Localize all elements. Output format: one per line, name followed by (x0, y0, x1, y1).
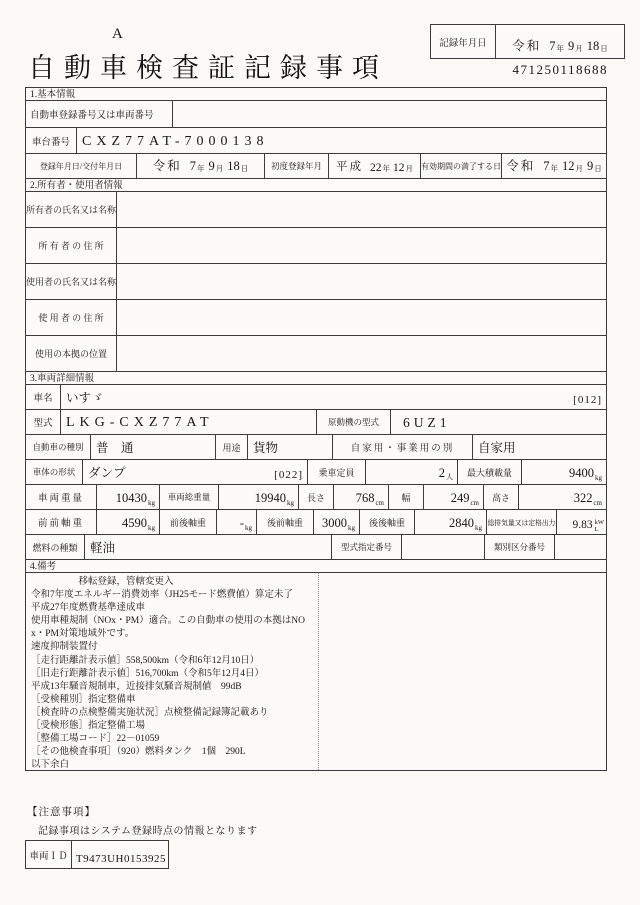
registration-date-value: 令和 7 年 9 月 18 日 (136, 154, 264, 178)
model-row (25, 409, 607, 435)
section3-heading: 3.車両詳細情報 (25, 371, 607, 385)
remark-line: ［旧走行距離計表示値］516,700km（令和5年12月4日） (31, 668, 265, 679)
era-text: 令和 (512, 39, 542, 53)
remark-line: 速度抑制装置付 (31, 642, 98, 653)
category-value: 普 通 (90, 435, 215, 459)
remark-line: 平成27年度燃費基準達成車 (31, 603, 146, 614)
axle-fr-value: - (239, 516, 244, 530)
displacement-units: kW L (594, 519, 604, 533)
record-date-label: 記録年月日 (431, 25, 496, 58)
section4-heading: 4.備考 (25, 559, 607, 573)
remark-line: 以下余白 (31, 760, 70, 771)
gross-weight-value: 19940 (254, 491, 286, 505)
remark-line: ［受検種別］指定整備車 (31, 694, 136, 705)
car-name-code: [012] (573, 394, 602, 406)
car-name-row (25, 384, 607, 410)
remark-line: ［走行距離計表示値］558,500km（令和6年12月10日） (31, 655, 260, 666)
fuel-row (25, 534, 607, 560)
length-label: 長さ (298, 485, 333, 509)
capacity-value: 2 (438, 466, 445, 480)
remark-line: ［受検形態］指定整備工場 (31, 721, 146, 732)
chassis-number-value: CXZ77AT-7000138 (76, 128, 606, 153)
body-shape-code: [022] (274, 469, 303, 481)
axle-rf-label: 後前軸重 (256, 510, 313, 534)
owner-address-value (116, 228, 606, 263)
engine-model-label: 原動機の型式 (316, 410, 390, 434)
axle-ff-value: 4590 (122, 516, 147, 530)
body-shape-label: 車体の形状 (32, 467, 76, 477)
vehicle-weight-value: 10430 (115, 491, 147, 505)
use-label: 用途 (215, 435, 247, 459)
body-shape-value: ダンプ (88, 466, 126, 480)
type-approval-label: 型式指定番号 (331, 535, 401, 559)
user-name-row (25, 263, 607, 300)
car-name-value: いすゞ (66, 391, 104, 405)
user-address-row (25, 299, 607, 336)
chassis-number-label: 車台番号 (31, 137, 70, 148)
registration-date-label: 登録年月日/交付年月日 (39, 161, 123, 171)
user-name-label: 使用者の氏名又は名称 (26, 277, 117, 287)
fuel-label: 燃料の種類 (32, 542, 78, 553)
remark-line: 平成13年騒音規制車，近接排気騒音規制値 99dB (31, 681, 242, 692)
ownership-value: 自家用 (472, 435, 606, 459)
chassis-number-row (25, 127, 607, 154)
owner-address-row (25, 227, 607, 264)
remarks-divider (318, 573, 319, 770)
dates-row (25, 153, 607, 179)
remark-line: ［検査時の点検整備実施状況］点検整備記録簿記載あり (31, 707, 269, 718)
axle-ff-label: 前前軸重 (37, 519, 84, 529)
car-name-label: 車名 (33, 394, 53, 404)
length-value: 768 (355, 491, 375, 505)
document-number: 471250118688 (512, 62, 608, 77)
remark-line: ［整備工場コード］22－01059 (31, 734, 160, 745)
vehicle-id-label: 車両ＩＤ (26, 841, 72, 868)
plate-number-row (25, 100, 607, 128)
category-label: 自動車の種別 (32, 442, 84, 452)
class-number-value (554, 535, 606, 559)
max-load-value: 9400 (569, 466, 594, 480)
axle-weights-row: 前前軸重 4590 kg 前後軸重 - kg 後前軸重 3000 kg 後後軸重 2840 kg 総排気量又は定格出力 9.83 kW L (25, 509, 607, 535)
owner-name-value (116, 192, 606, 227)
corner-mark: A (112, 26, 124, 42)
type-approval-value (401, 535, 484, 559)
plate-number-label: 自動車登録番号又は車両番号 (30, 111, 154, 121)
user-address-value (116, 300, 606, 335)
body-shape-row: 車体の形状 ダンプ [022] 乗車定員 2 人 最大積載量 9400 kg (25, 459, 607, 485)
displacement-label: 総排気量又は定格出力 (486, 510, 556, 534)
expiry-date-label: 有効期間の満了する日 (420, 154, 501, 178)
remark-line: 使用車種規制（NOx・PM）適合。この自動車の使用の本拠はNO (31, 616, 305, 627)
engine-model-value: 6UZ1 (390, 410, 606, 434)
user-name-value (116, 264, 606, 299)
owner-address-label: 所 有 者 の 住 所 (38, 241, 104, 251)
axle-rf-value: 3000 (322, 516, 347, 530)
axle-fr-label: 前後軸重 (159, 510, 216, 534)
width-value: 249 (450, 491, 470, 505)
base-location-label: 使用の本拠の位置 (34, 349, 107, 359)
section1-heading: 1.基本情報 (25, 87, 607, 101)
vehicle-weight-label: 車両重量 (37, 494, 84, 504)
gross-weight-label: 車両総重量 (159, 485, 218, 509)
notes-heading: 【注意事項】 (27, 807, 96, 818)
notes-body: 記録事項はシステム登録時点の情報となります (38, 826, 258, 837)
ownership-label: 自家用・事業用の別 (332, 435, 472, 459)
page-title: 自動車検査証記録事項 (28, 53, 388, 83)
record-date-value: 令和 7 年 9 月 18 日 (496, 25, 624, 58)
max-load-label: 最大積載量 (457, 460, 521, 484)
plate-number-value (172, 101, 606, 127)
remark-line: 移転登録，管轄変更入 (31, 577, 174, 587)
owner-name-label: 所有者の氏名又は名称 (26, 205, 117, 215)
axle-rr-label: 後後軸重 (359, 510, 414, 534)
weight-dimensions-row: 車両重量 10430 kg 車両総重量 19940 kg 長さ 768 cm 幅 249 cm 高さ 322 cm (25, 484, 607, 510)
axle-rr-value: 2840 (449, 516, 474, 530)
first-registration-value: 平成 22 年 12 月 (328, 154, 420, 178)
section2-heading: 2.所有者・使用者情報 (25, 178, 607, 192)
base-location-value (116, 336, 606, 371)
owner-name-row (25, 191, 607, 228)
base-location-row (25, 335, 607, 372)
record-date-box (430, 24, 625, 59)
vehicle-id-value: T9473UH0153925 (75, 853, 166, 865)
first-registration-label: 初度登録年月 (264, 154, 328, 178)
user-address-label: 使 用 者 の 住 所 (38, 313, 104, 323)
model-value: LKG-CXZ77AT (60, 410, 316, 434)
capacity-label: 乗車定員 (307, 460, 365, 484)
remark-line: 令和7年度エネルギー消費効率（JH25モード燃費値）算定未了 (31, 590, 293, 601)
expiry-date-value: 令和 7 年 12 月 9 日 (501, 154, 606, 178)
width-label: 幅 (388, 485, 423, 509)
displacement-value: 9.83 (572, 519, 593, 531)
remark-line: x・PM対策地域外です。 (31, 629, 135, 640)
remark-line: ［その他検査事項］（920）燃料タンク 1個 290L (31, 747, 246, 758)
class-number-label: 類別区分番号 (484, 535, 554, 559)
height-value: 322 (573, 491, 593, 505)
remarks-box (25, 572, 607, 771)
vehicle-id-box (25, 840, 169, 869)
fuel-value: 軽油 (84, 535, 331, 559)
certificate-table (25, 88, 607, 771)
category-row (25, 434, 607, 460)
model-label: 型式 (33, 419, 53, 429)
height-label: 高さ (483, 485, 518, 509)
use-value: 貨物 (247, 435, 332, 459)
